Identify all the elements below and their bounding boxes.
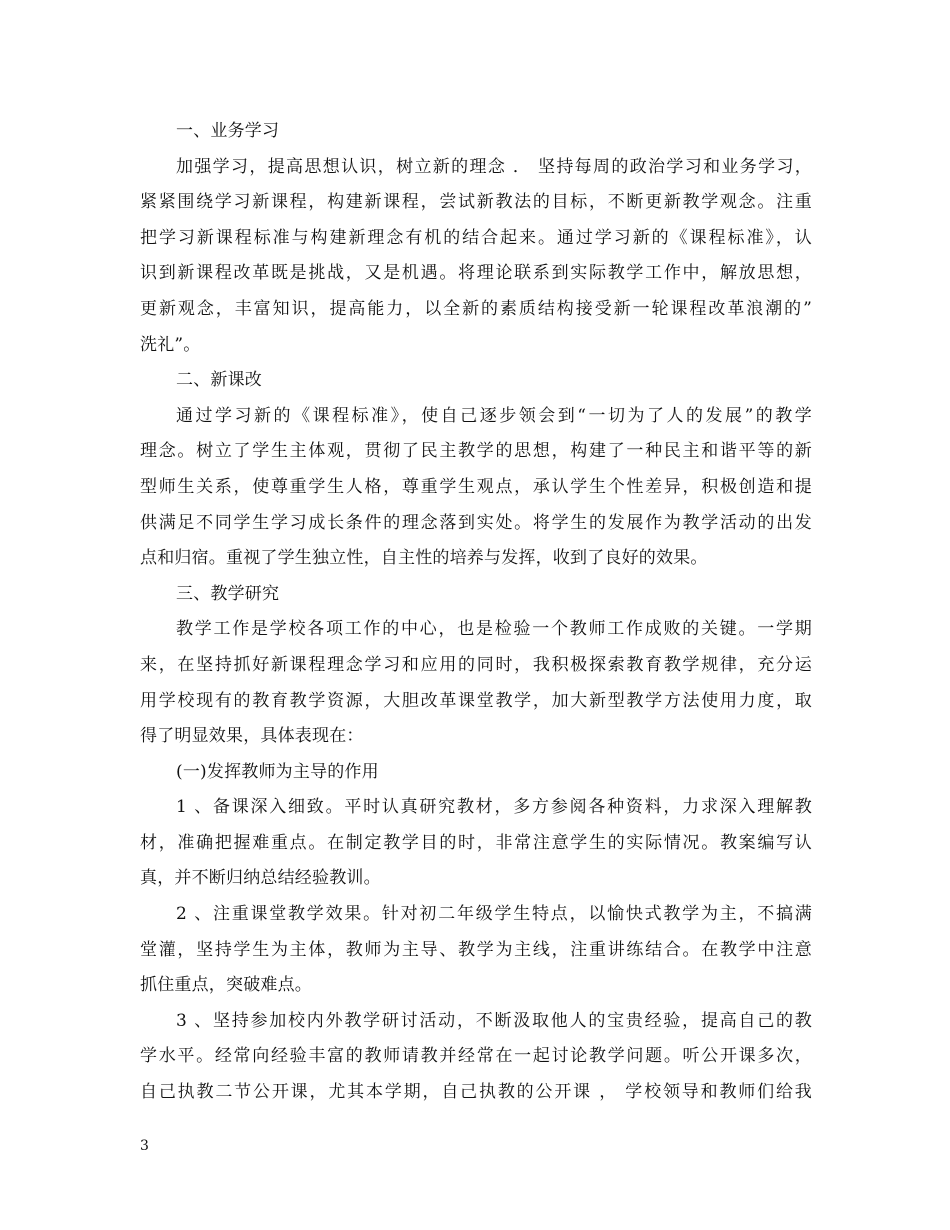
- page-number: 3: [140, 1138, 149, 1154]
- text-line: 得了明显效果，具体表现在：: [140, 726, 364, 747]
- text-line: 教学工作是学校各项工作的中心，也是检验一个教师工作成败的关键。一学期: [176, 619, 812, 640]
- text-line: 通过学习新的《课程标准》，使自己逐步领会到“一切为了人的发展”的教学: [176, 405, 812, 426]
- text-line: 把学习新课程标准与构建新理念有机的结合起来。通过学习新的《课程标准》，认: [140, 227, 812, 248]
- text-line: 1 、备课深入细致。平时认真研究教材，多方参阅各种资料，力求深入理解教: [176, 797, 812, 818]
- text-line: 识到新课程改革既是挑战，又是机遇。将理论联系到实际教学工作中，解放思想，: [140, 263, 812, 284]
- text-line: 供满足不同学生学习成长条件的理念落到实处。将学生的发展作为教学活动的出发: [140, 512, 812, 533]
- text-line: 材，准确把握难重点。在制定教学目的时，非常注意学生的实际情况。教案编写认: [140, 832, 812, 853]
- document-body: [140, 114, 812, 1111]
- text-line: 点和归宿。重视了学生独立性，自主性的培养与发挥，收到了良好的效果。: [140, 548, 708, 569]
- text-line: 来，在坚持抓好新课程理念学习和应用的同时，我积极探索教育教学规律，充分运: [140, 654, 812, 675]
- text-line: 自己执教二节公开课，尤其本学期，自己执教的公开课 ， 学校领导和教师们给我: [140, 1082, 812, 1103]
- text-line: 加强学习，提高思想认识，树立新的理念 ． 坚持每周的政治学习和业务学习，: [176, 156, 812, 177]
- text-line: 真，并不断归纳总结经验教训。: [140, 868, 381, 889]
- text-line: 堂灌，坚持学生为主体，教师为主导、教学为主线，注重讲练结合。在教学中注意: [140, 939, 812, 960]
- text-line: 三、教学研究: [176, 583, 280, 604]
- text-line: 理念。树立了学生主体观，贯彻了民主教学的思想，构建了一种民主和谐平等的新: [140, 441, 812, 462]
- text-line: (一)发挥教师为主导的作用: [176, 761, 379, 782]
- text-line: 3 、坚持参加校内外教学研讨活动，不断汲取他人的宝贵经验，提高自己的教: [176, 1010, 812, 1031]
- text-line: 学水平。经常向经验丰富的教师请教并经常在一起讨论教学问题。听公开课多次，: [140, 1046, 812, 1067]
- text-line: 洗礼”。: [140, 334, 201, 355]
- text-line: 型师生关系，使尊重学生人格，尊重学生观点，承认学生个性差异，积极创造和提: [140, 476, 812, 497]
- text-line: 2 、注重课堂教学效果。针对初二年级学生特点，以愉快式教学为主，不搞满: [176, 904, 812, 925]
- text-line: 更新观念，丰富知识，提高能力，以全新的素质结构接受新一轮课程改革浪潮的”: [140, 298, 812, 319]
- text-line: 二、新课改: [176, 370, 262, 391]
- text-line: 紧紧围绕学习新课程，构建新课程，尝试新教法的目标，不断更新教学观念。注重: [140, 192, 812, 213]
- text-line: 一、业务学习: [176, 121, 280, 141]
- text-line: 抓住重点，突破难点。: [140, 975, 312, 996]
- text-line: 用学校现有的教育教学资源，大胆改革课堂教学，加大新型教学方法使用力度，取: [140, 690, 812, 711]
